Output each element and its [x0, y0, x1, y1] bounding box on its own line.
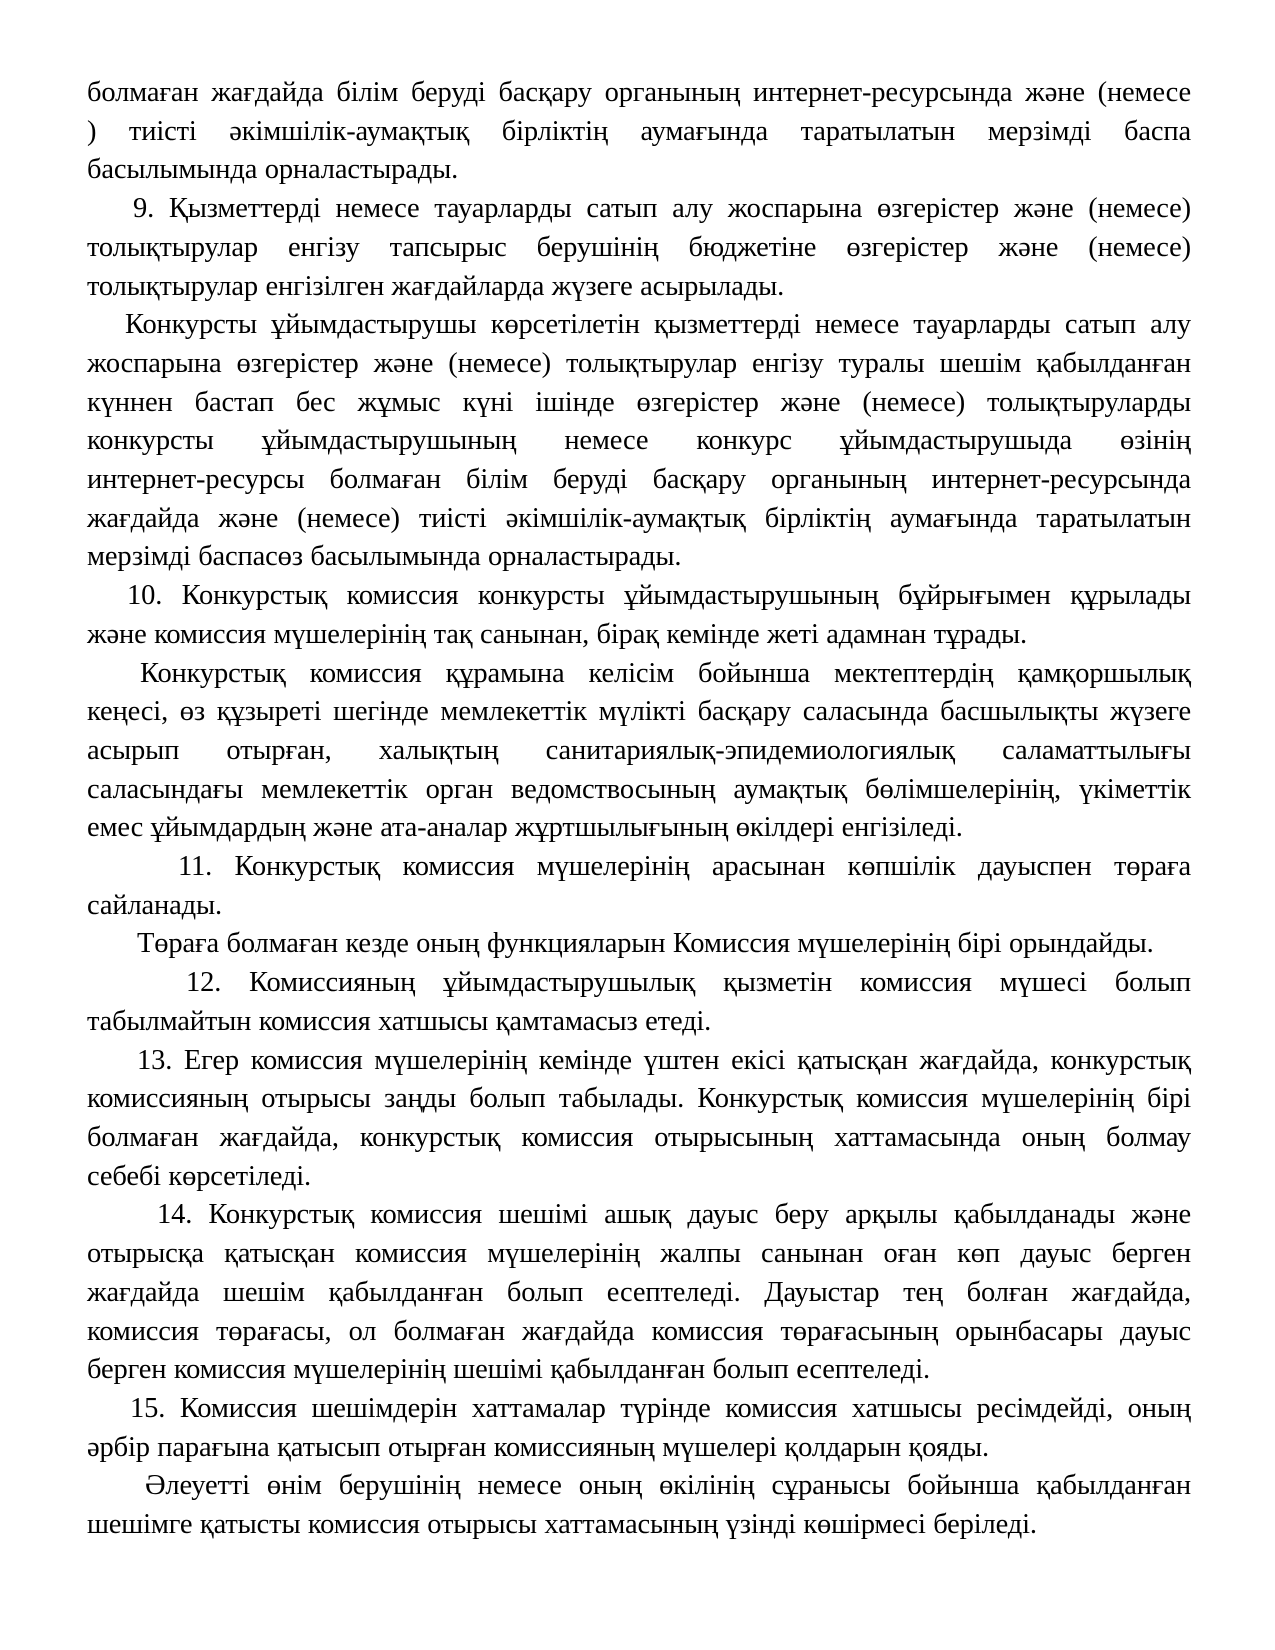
text-line: комиссияның отырысы заңды болып табылады. Конкурстық комиссия мүшелерінің бірі [87, 1083, 1191, 1115]
paragraph-clause-15 [87, 1390, 1191, 1467]
text-line: себебі көрсетіледі. [87, 1160, 312, 1192]
text-line: Конкурстық комиссия құрамына келісім бойынша мектептердің қамқоршылық [140, 657, 1191, 689]
text-line: сайланады. [87, 889, 222, 921]
text-line: 15. Комиссия шешімдерін хаттамалар түрінде комиссия хатшысы ресімдейді, оның [130, 1392, 1191, 1424]
text-line: 13. Егер комиссия мүшелерінің кемінде үштен екісі қатысқан жағдайда, конкурстық [137, 1044, 1191, 1076]
text-line: күннен бастап бес жұмыс күні ішінде өзгерістер және (немесе) толықтыруларды [87, 386, 1191, 418]
text-line: және комиссия мүшелерінің тақ санынан, бірақ кемінде жеті адамнан тұрады. [87, 618, 1027, 650]
paragraph-supplier [87, 1467, 1191, 1544]
text-line: мерзімді баспасөз басылымында орналастырады. [87, 541, 682, 573]
paragraph-commission-members [87, 655, 1191, 849]
text-line: кеңесі, өз құзыреті шегінде мемлекеттік мүлікті басқару саласында басшылықты жүзеге [87, 696, 1191, 728]
paragraph-clause-9 [87, 190, 1191, 306]
text-line: интернет-ресурсы болмаған білім беруді басқару органының интернет-ресурсында [87, 464, 1191, 496]
text-line: толықтырулар енгізілген жағдайларда жүзеге асырылады. [87, 270, 785, 302]
text-line: ) тиісті әкімшілік-аумақтық бірліктің аумағында таратылатын мерзімді баспа [87, 115, 1191, 147]
text-line: 9. Қызметтерді немесе тауарларды сатып алу жоспарына өзгерістер және (немесе) [133, 193, 1191, 225]
text-line: шешімге қатысты комиссия отырысы хаттамасының үзінді көшірмесі беріледі. [87, 1509, 1037, 1541]
text-line: Конкурсты ұйымдастырушы көрсетілетін қызметтерді немесе тауарларды сатып алу [125, 309, 1191, 341]
text-line: 14. Конкурстық комиссия шешімі ашық дауыс беру арқылы қабылданады және [157, 1199, 1191, 1231]
text-line: 10. Конкурстық комиссия конкурсты ұйымдастырушының бұйрығымен құрылады [127, 580, 1191, 612]
paragraph-chairman [87, 925, 1191, 964]
text-line: саласындағы мемлекеттік орган ведомствосының аумақтық бөлімшелерінің, үкіметтік [87, 773, 1191, 805]
text-line: комиссия төрағасы, ол болмаған жағдайда комиссия төрағасының орынбасары дауыс [87, 1315, 1191, 1347]
text-line: Әлеуетті өнім берушінің немесе оның өкілінің сұранысы бойынша қабылданған [145, 1470, 1191, 1502]
text-line: конкурсты ұйымдастырушының немесе конкурс ұйымдастырушыда өзінің [87, 425, 1191, 457]
text-line: болмаған жағдайда, конкурстық комиссия отырысының хаттамасында оның болмау [87, 1121, 1191, 1153]
text-line: отырысқа қатысқан комиссия мүшелерінің жалпы санынан оған көп дауыс берген [87, 1238, 1191, 1270]
text-line: берген комиссия мүшелерінің шешімі қабылданған болып есептеледі. [87, 1354, 930, 1386]
text-line: Төраға болмаған кезде оның функцияларын Комиссия мүшелерінің бірі орындайды. [137, 928, 1154, 960]
paragraph-organizer [87, 306, 1191, 577]
text-line: емес ұйымдардың және ата-аналар жұртшылығының өкілдері енгізіледі. [87, 812, 963, 844]
paragraph-clause-10 [87, 577, 1191, 654]
text-line: толықтырулар енгізу тапсырыс берушінің бюджетіне өзгерістер және (немесе) [87, 231, 1191, 263]
text-line: болмаған жағдайда білім беруді басқару органының интернет-ресурсында және (немесе [87, 77, 1191, 108]
paragraph-clause-11 [87, 848, 1191, 925]
text-line: басылымында орналастырады. [87, 154, 459, 186]
text-line: жоспарына өзгерістер және (немесе) толықтырулар енгізу туралы шешім қабылданған [87, 347, 1191, 379]
text-line: табылмайтын комиссия хатшысы қамтамасыз етеді. [87, 1005, 712, 1037]
text-line: асырып отырған, халықтың санитариялық-эпидемиологиялық саламаттылығы [87, 734, 1191, 766]
paragraph-clause-14 [87, 1196, 1191, 1390]
document-text-block [87, 74, 1191, 1545]
text-line: 12. Комиссияның ұйымдастырушылық қызметін комиссия мүшесі болып [186, 967, 1191, 999]
paragraph-continuation [87, 74, 1191, 190]
text-line: әрбір парағына қатысып отырған комиссияның мүшелері қолдарын қояды. [87, 1431, 989, 1463]
text-line: жағдайда шешім қабылданған болып есептеледі. Дауыстар тең болған жағдайда, [87, 1276, 1191, 1308]
paragraph-clause-13 [87, 1042, 1191, 1197]
text-line: жағдайда және (немесе) тиісті әкімшілік-аумақтық бірліктің аумағында таратылатын [87, 502, 1191, 534]
paragraph-clause-12 [87, 964, 1191, 1041]
text-line: 11. Конкурстық комиссия мүшелерінің арасынан көпшілік дауыспен төраға [178, 851, 1191, 883]
